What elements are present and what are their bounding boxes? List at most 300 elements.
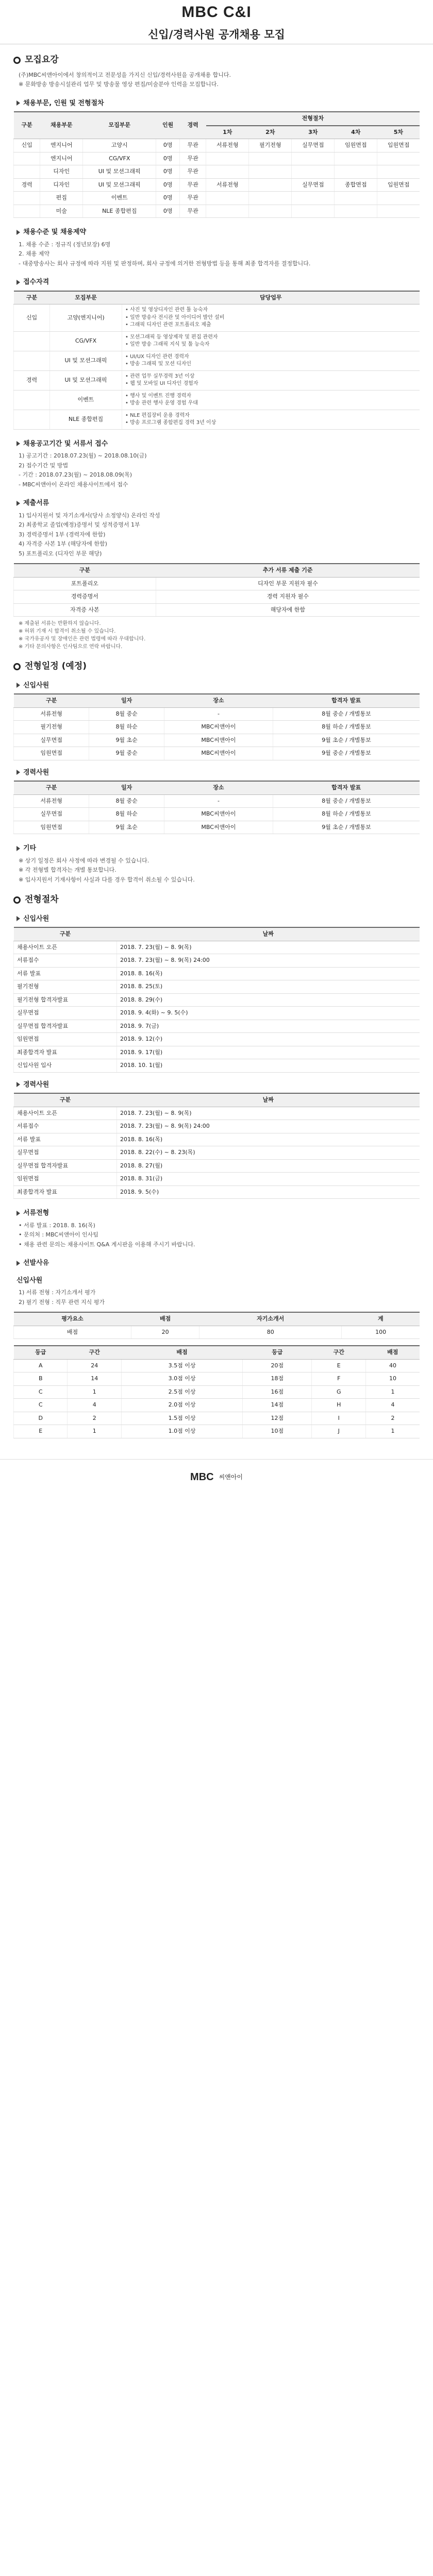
table-cell: 2018. 9. 12(수) (117, 1033, 420, 1046)
docs-section (13, 498, 420, 651)
table-cell: 20점 (243, 1359, 312, 1372)
subsection-title: 제출서류 (23, 499, 49, 507)
duty-description (122, 304, 420, 332)
table-row (14, 1359, 420, 1372)
table-header: 장소 (164, 694, 273, 707)
table-row (14, 1372, 420, 1386)
text-line: (주)MBC씨앤아이에서 창의적이고 전문성을 가지신 신입/경력사원을 공개채용 합니다. (19, 71, 231, 78)
table-cell (249, 205, 292, 218)
duty-description (122, 331, 420, 351)
table-cell: 최종합격자 발표 (14, 1046, 117, 1059)
table-cell: 10점 (243, 1425, 312, 1438)
table-cell: 이벤트 (50, 390, 122, 410)
triangle-bullet-icon (16, 846, 20, 851)
table-cell: E (14, 1425, 68, 1438)
table-cell: 서류전형 (14, 794, 89, 808)
table-cell: 2018. 8. 22(수) ~ 8. 23(목) (117, 1146, 420, 1160)
duties-table (13, 291, 420, 430)
footer-logo: MBC (190, 1471, 214, 1483)
duty-line: • 방송 그래픽 및 모션 디자인 (125, 361, 192, 367)
subsection-title: 경력사원 (23, 768, 49, 776)
table-row (14, 1107, 420, 1120)
table-cell: C (14, 1385, 68, 1399)
inquiry-text (19, 1222, 420, 1249)
table-cell: A (14, 1359, 68, 1372)
table-cell: 임원면접 (14, 1173, 117, 1186)
text-line: - MBC씨앤아이 온라인 채용사이트에서 접수 (19, 481, 128, 488)
table-header: 합격자 발표 (273, 781, 420, 794)
table-cell: 4 (365, 1399, 420, 1412)
table-cell (377, 152, 420, 165)
table-cell: 실무면접 합격자발표 (14, 1020, 117, 1033)
table-cell: 8월 하순 (89, 808, 164, 821)
recruit-table (13, 111, 420, 218)
table-cell: 8월 하순 / 개별통보 (273, 721, 420, 734)
table-header: 배점 (131, 1312, 199, 1326)
table-cell: 무관 (180, 139, 206, 152)
table-row (14, 192, 420, 205)
table-cell: 16점 (243, 1385, 312, 1399)
table-cell: 실무면접 (14, 734, 89, 747)
text-line: • 문의처 : MBC씨앤아이 인사팀 (19, 1231, 98, 1238)
table-cell: 0명 (156, 205, 180, 218)
table-header: 5차 (377, 126, 420, 139)
table-cell: 1 (68, 1425, 121, 1438)
table-header: 1차 (206, 126, 249, 139)
table-header: 일자 (89, 694, 164, 707)
table-cell: 2018. 8. 29(수) (117, 993, 420, 1007)
table-cell: 임원면접 (14, 821, 89, 834)
circle-bullet-icon (13, 57, 21, 64)
table-cell (14, 152, 40, 165)
table-cell: 무관 (180, 152, 206, 165)
subsection-label: 신입사원 (16, 1276, 43, 1284)
duty-line: • UI/UX 디자인 관련 경력자 (125, 353, 189, 360)
table-row (14, 1412, 420, 1425)
text-line: 2) 접수기간 및 방법 (19, 462, 69, 469)
table-cell: 2 (68, 1412, 121, 1425)
table-cell: 무관 (180, 165, 206, 179)
text-line: ※ 입사지원서 기재사항이 사실과 다를 경우 합격이 취소될 수 있습니다. (19, 876, 195, 883)
table-cell: 1.0점 이상 (121, 1425, 242, 1438)
table-row (14, 1007, 420, 1020)
triangle-bullet-icon (16, 916, 20, 921)
table-header: 2차 (249, 126, 292, 139)
triangle-bullet-icon (16, 683, 20, 688)
table-cell: 무관 (180, 178, 206, 192)
text-line: 4) 자격증 사본 1부 (해당자에 한함) (19, 540, 107, 547)
table-cell: 디자인 부문 지원자 필수 (156, 577, 420, 590)
text-line: 5) 포트폴리오 (디자인 부문 해당) (19, 550, 102, 557)
scoring-table-2 (13, 1345, 420, 1438)
apply-section (13, 439, 420, 489)
table-cell: H (312, 1399, 365, 1412)
table-cell: 필기전형 (14, 980, 117, 994)
table-cell: 2018. 8. 27(월) (117, 1159, 420, 1173)
text-line: 2) 필기 전형 : 직무 관련 지식 평가 (19, 1298, 105, 1306)
table-cell: 8월 하순 (89, 721, 164, 734)
table-cell: 임원면접 (335, 139, 377, 152)
table-header: 구분 (14, 112, 40, 139)
table-row (14, 1173, 420, 1186)
table-cell: 서류전형 (14, 707, 89, 721)
table-cell: UI 및 모션그래픽 (83, 178, 156, 192)
table-row (14, 980, 420, 994)
circle-bullet-icon (13, 663, 21, 670)
table-cell (14, 331, 50, 351)
table-cell: UI 및 모션그래픽 (50, 370, 122, 390)
table-header: 인원 (156, 112, 180, 139)
table-cell: 12점 (243, 1412, 312, 1425)
table-cell: MBC씨앤아이 (164, 721, 273, 734)
subsection-title: 채용부문, 인원 및 전형절차 (23, 99, 104, 107)
table-row (14, 707, 420, 721)
subsection-title: 선발사유 (23, 1259, 49, 1267)
table-cell: 종합면접 (335, 178, 377, 192)
table-cell: 고양시 (83, 139, 156, 152)
notice-line: ※ 허위 기재 시 합격이 취소될 수 있습니다. (19, 629, 116, 634)
table-cell: 입원면접 (377, 139, 420, 152)
table-cell: 경력증명서 (14, 590, 156, 604)
table-cell: 필기전형 합격자발표 (14, 993, 117, 1007)
table-cell: NLE 종합편집 (50, 410, 122, 429)
table-cell: 20 (131, 1326, 199, 1339)
table-cell: 실무면접 (14, 808, 89, 821)
duty-line: • 방송 관련 행사 운영 경험 우대 (125, 400, 198, 406)
table-header: 경력 (180, 112, 206, 139)
table-cell: 9월 초순 / 개별통보 (273, 821, 420, 834)
table-cell: 1 (365, 1425, 420, 1438)
table-cell: 경력 (14, 370, 50, 390)
table-cell: 9월 초순 (89, 821, 164, 834)
table-cell: 실무면접 (14, 1007, 117, 1020)
triangle-bullet-icon (16, 100, 20, 106)
table-cell: 서류전형 (206, 178, 249, 192)
table-cell: MBC씨앤아이 (164, 821, 273, 834)
intro-section (13, 54, 420, 89)
table-cell (377, 205, 420, 218)
table-cell: 이벤트 (83, 192, 156, 205)
table-cell (249, 165, 292, 179)
table-cell (206, 192, 249, 205)
table-cell: 실무면접 (292, 139, 335, 152)
table-header: 등급 (14, 1346, 68, 1359)
triangle-bullet-icon (16, 501, 20, 506)
schedule-new-table (13, 693, 420, 760)
section-title: 전형일정 (예정) (25, 661, 87, 671)
table-header: 등급 (243, 1346, 312, 1359)
table-cell: 1 (68, 1385, 121, 1399)
schedule-section (13, 660, 420, 834)
company-logo: MBC C&I (181, 4, 252, 21)
table-row (14, 1133, 420, 1146)
table-cell: 10 (365, 1372, 420, 1386)
table-cell (206, 152, 249, 165)
table-cell (292, 165, 335, 179)
duty-line: • 모션그래픽 등 영상제작 및 편집 관련자 (125, 334, 218, 340)
table-header: 4차 (335, 126, 377, 139)
text-line: 2) 최종학교 졸업(예정)증명서 및 성적증명서 1부 (19, 521, 140, 528)
table-cell: 0명 (156, 165, 180, 179)
table-cell: 서류전형 (206, 139, 249, 152)
table-header: 일자 (89, 781, 164, 794)
table-header: 추가 서류 제출 기준 (156, 564, 420, 577)
progress-section (13, 893, 420, 1199)
table-header: 3차 (292, 126, 335, 139)
apply-text (19, 452, 420, 489)
table-header: 계 (342, 1312, 420, 1326)
duty-line: • 행사 및 이벤트 진행 경력자 (125, 393, 192, 399)
table-cell: 9월 중순 / 개별통보 (273, 747, 420, 760)
table-cell: CG/VFX (50, 331, 122, 351)
table-cell: 채용사이트 오픈 (14, 941, 117, 954)
table-row (14, 1159, 420, 1173)
table-cell (377, 165, 420, 179)
recruit-section (13, 98, 420, 218)
triangle-bullet-icon (16, 441, 20, 446)
duty-line: • 관련 업무 실무경력 3년 이상 (125, 373, 195, 379)
table-cell: 1 (365, 1385, 420, 1399)
table-row (14, 178, 420, 192)
table-cell: 편집 (40, 192, 83, 205)
table-cell (14, 205, 40, 218)
table-row (14, 747, 420, 760)
table-cell: 실무면접 (292, 178, 335, 192)
table-cell (377, 192, 420, 205)
table-cell: 무관 (180, 192, 206, 205)
table-cell (335, 152, 377, 165)
table-cell: 엔지니어 (40, 139, 83, 152)
table-cell: 2018. 7. 23(월) ~ 8. 9(목) 24:00 (117, 954, 420, 968)
duty-line: • 그래픽 디자인 관련 포트폴리오 제출 (125, 322, 211, 328)
intro-text (19, 71, 420, 89)
text-line: 3) 경력증명서 1부 (경력자에 한함) (19, 531, 106, 538)
table-row (14, 165, 420, 179)
table-header: 합격자 발표 (273, 694, 420, 707)
table-cell (292, 152, 335, 165)
table-cell: 2.0점 이상 (121, 1399, 242, 1412)
inquiry-section (13, 1208, 420, 1249)
duty-line: • 일반 방송사 전시관 및 아이디어 발안 설비 (125, 314, 225, 320)
notice-line: ※ 기타 문의사항은 인사팀으로 연락 바랍니다. (19, 644, 123, 650)
duty-description (122, 390, 420, 410)
scoring-table-1 (13, 1312, 420, 1339)
text-line: 1) 공고기간 : 2018.07.23(월) ~ 2018.08.10(금) (19, 452, 147, 459)
progress-exp-table (13, 1093, 420, 1199)
table-row (14, 1033, 420, 1046)
page-footer (0, 1459, 433, 1495)
triangle-bullet-icon (16, 1261, 20, 1266)
table-cell: - (164, 707, 273, 721)
text-line: - 대중방송사는 회사 규정에 따라 지원 및 판정하며, 회사 규정에 의거한 전형방법 등을 통해 최종 합격자를 결정합니다. (19, 260, 311, 267)
table-cell: 디자인 (40, 165, 83, 179)
other-text (19, 857, 420, 885)
table-row (14, 331, 420, 351)
table-row (14, 603, 420, 617)
duty-line: • NLE 편집장비 운용 경력자 (125, 412, 190, 418)
table-cell: 3.0점 이상 (121, 1372, 242, 1386)
table-cell (292, 205, 335, 218)
table-cell: 서류접수 (14, 1120, 117, 1133)
schedule-exp-table (13, 781, 420, 834)
table-header: 채용부문 (40, 112, 83, 139)
table-header: 구분 (14, 1093, 117, 1107)
table-cell: UI 및 모션그래픽 (83, 165, 156, 179)
notice-line: ※ 제출된 서류는 반환하지 않습니다. (19, 621, 101, 626)
text-line: ※ 문화방송 방송시설관리 업무 및 방송물 영상 편집/미술분야 인력을 모집합니다. (19, 81, 219, 88)
other-section (13, 843, 420, 884)
table-cell: 40 (365, 1359, 420, 1372)
table-cell (249, 152, 292, 165)
text-line: ※ 상기 일정은 회사 사정에 따라 변경될 수 있습니다. (19, 857, 149, 864)
table-cell: 100 (342, 1326, 420, 1339)
table-cell: 2018. 7. 23(월) ~ 8. 9(목) (117, 941, 420, 954)
table-row (14, 1425, 420, 1438)
table-header: 구간 (68, 1346, 121, 1359)
quals-section (13, 227, 420, 268)
table-cell: 최종합격자 발표 (14, 1185, 117, 1199)
section-title: 모집요강 (25, 55, 59, 65)
text-line: 2. 채용 제약 (19, 250, 49, 257)
table-cell: NLE 종합편집 (83, 205, 156, 218)
table-cell: 2018. 8. 25(토) (117, 980, 420, 994)
docs-text (19, 512, 420, 558)
table-cell (14, 390, 50, 410)
table-cell: 1.5점 이상 (121, 1412, 242, 1425)
duties-section (13, 277, 420, 430)
docs-table (13, 563, 420, 617)
duty-line: • 일반 방송 그래픽 지식 및 툴 능숙자 (125, 342, 210, 347)
table-cell: 엔지니어 (40, 152, 83, 165)
table-cell (335, 205, 377, 218)
table-cell: 24 (68, 1359, 121, 1372)
table-cell: 4 (68, 1399, 121, 1412)
duty-line: • 사진 및 영상디자인 관련 툴 능숙자 (125, 307, 208, 313)
table-cell (292, 192, 335, 205)
table-row (14, 1046, 420, 1059)
subsection-title: 기타 (23, 844, 37, 852)
table-cell: 2018. 7. 23(월) ~ 8. 9(목) (117, 1107, 420, 1120)
table-cell: 자격증 사본 (14, 603, 156, 617)
triangle-bullet-icon (16, 1211, 20, 1216)
table-cell: 2018. 9. 4(화) ~ 9. 5(수) (117, 1007, 420, 1020)
subsection-title: 접수자격 (23, 278, 49, 286)
table-cell (335, 192, 377, 205)
table-row (14, 577, 420, 590)
progress-new-table (13, 927, 420, 1073)
table-cell: D (14, 1412, 68, 1425)
table-header: 자기소개서 (199, 1312, 342, 1326)
table-cell: 서류 발표 (14, 967, 117, 980)
table-cell: 고양(엔지니어) (50, 304, 122, 332)
table-cell: 배점 (14, 1326, 131, 1339)
table-cell: C (14, 1399, 68, 1412)
table-cell: 신입사원 입사 (14, 1059, 117, 1073)
table-header: 날짜 (117, 1093, 420, 1107)
table-cell (14, 165, 40, 179)
duty-description (122, 351, 420, 370)
table-cell: 채용사이트 오픈 (14, 1107, 117, 1120)
triangle-bullet-icon (16, 280, 20, 285)
table-cell: MBC씨앤아이 (164, 734, 273, 747)
table-header: 날짜 (117, 927, 420, 941)
notice-line: ※ 국가유공자 및 장애인은 관련 법령에 따라 우대합니다. (19, 636, 146, 642)
table-row (14, 410, 420, 429)
table-row (14, 954, 420, 968)
table-row (14, 1326, 420, 1339)
table-cell (249, 192, 292, 205)
table-cell: 2018. 9. 17(월) (117, 1046, 420, 1059)
duty-description (122, 410, 420, 429)
table-cell: 2.5점 이상 (121, 1385, 242, 1399)
table-cell: 입원면접 (377, 178, 420, 192)
table-cell: 실무면접 (14, 1146, 117, 1160)
table-cell: G (312, 1385, 365, 1399)
table-row (14, 390, 420, 410)
table-cell (206, 165, 249, 179)
table-cell: 8월 중순 (89, 707, 164, 721)
table-cell: 8월 중순 / 개별통보 (273, 794, 420, 808)
table-cell: 포트폴리오 (14, 577, 156, 590)
table-cell (14, 192, 40, 205)
table-cell: 0명 (156, 139, 180, 152)
table-cell: 9월 초순 (89, 734, 164, 747)
text-line: 1) 입사지원서 및 자기소개서(당사 소정양식) 온라인 작성 (19, 512, 160, 519)
table-header: 구분 (14, 927, 117, 941)
subsection-title: 신입사원 (23, 914, 49, 923)
table-cell: 2018. 9. 7(금) (117, 1020, 420, 1033)
table-row (14, 1120, 420, 1133)
text-line: 1. 채용 수준 : 정규직 (정년보장) 6명 (19, 241, 111, 248)
quals-text (19, 241, 420, 268)
table-row (14, 967, 420, 980)
footer-company: 씨앤아이 (219, 1473, 243, 1481)
table-row (14, 821, 420, 834)
text-line: - 기간 : 2018.07.23(월) ~ 2018.08.09(목) (19, 471, 132, 478)
table-cell: I (312, 1412, 365, 1425)
table-cell: MBC씨앤아이 (164, 808, 273, 821)
table-row (14, 1185, 420, 1199)
page-header (0, 0, 433, 44)
table-row (14, 721, 420, 734)
table-cell: 0명 (156, 192, 180, 205)
table-cell: J (312, 1425, 365, 1438)
table-cell: 3.5점 이상 (121, 1359, 242, 1372)
table-cell: 경력 (14, 178, 40, 192)
duty-line: • 웹 및 모바일 UI 디자인 경험자 (125, 381, 198, 386)
table-cell (335, 165, 377, 179)
table-row (14, 152, 420, 165)
table-row (14, 808, 420, 821)
table-row (14, 139, 420, 152)
table-row (14, 351, 420, 370)
duty-description (122, 370, 420, 390)
table-cell: 미술 (40, 205, 83, 218)
table-row (14, 370, 420, 390)
table-cell: 임원면접 (14, 1033, 117, 1046)
table-cell: 경력 지원자 필수 (156, 590, 420, 604)
table-row (14, 590, 420, 604)
table-cell: 9월 중순 (89, 747, 164, 760)
table-cell: 2018. 8. 16(목) (117, 967, 420, 980)
table-cell: 18점 (243, 1372, 312, 1386)
scoring-text (19, 1289, 420, 1307)
table-row (14, 993, 420, 1007)
table-cell: UI 및 모션그래픽 (50, 351, 122, 370)
subsection-title: 경력사원 (23, 1080, 49, 1089)
table-header: 구분 (14, 694, 89, 707)
table-header: 전형절차 (206, 112, 420, 126)
